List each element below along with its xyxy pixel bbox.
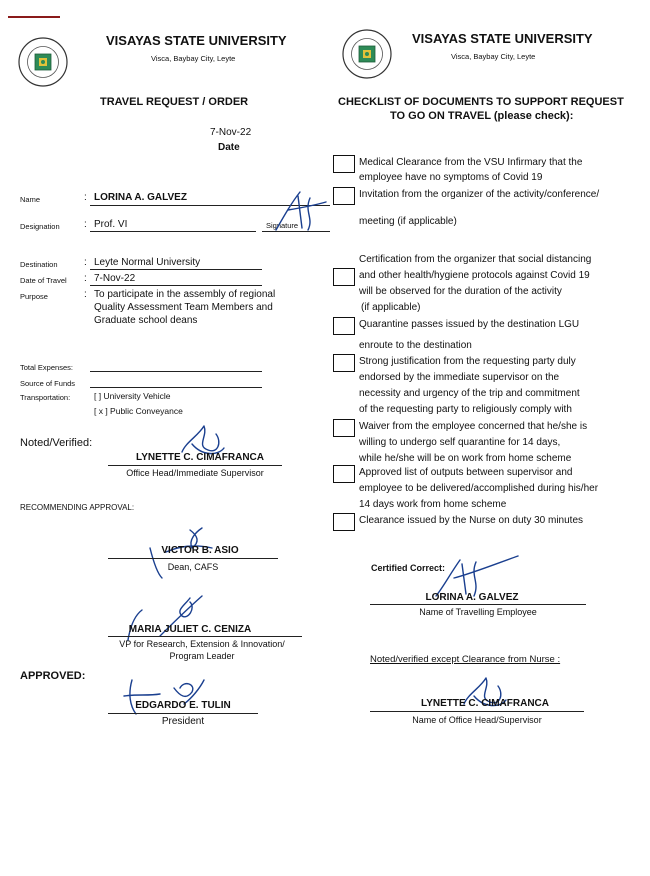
noted-verified-label: Noted/Verified: <box>20 437 93 449</box>
checklist-item-7-line-2: employee to be delivered/accomplished during his/her <box>359 483 599 494</box>
noted-name: LYNETTE C. CIMAFRANCA <box>136 452 264 463</box>
designation-underline <box>90 231 256 232</box>
dean-name: VICTOR B. ASIO <box>161 545 239 556</box>
transportation-label: Transportation: <box>20 393 71 402</box>
name-colon: : <box>84 192 87 203</box>
signature-label: Signature <box>266 221 299 230</box>
employee-signature-mark <box>270 188 330 236</box>
certified-name: LORINA A. GALVEZ <box>425 592 519 603</box>
approved-label: APPROVED: <box>20 670 86 682</box>
checkbox-invitation[interactable] <box>333 187 355 205</box>
checklist-item-8-line-1: Clearance issued by the Nurse on duty 30 minutes <box>359 515 584 526</box>
checklist-item-5-line-3: necessity and urgency of the trip and commitment <box>359 388 580 399</box>
vp-title-line-2: Program Leader <box>169 651 235 661</box>
name-value: LORINA A. GALVEZ <box>94 192 187 203</box>
university-address-right: Visca, Baybay City, Leyte <box>451 52 536 61</box>
checklist-item-5-line-4: of the requesting party to religiously comply with <box>359 404 572 415</box>
noted-title: Office Head/Immediate Supervisor <box>126 468 264 478</box>
scan-mark <box>8 16 60 18</box>
source-of-funds-label: Source of Funds <box>20 379 76 388</box>
university-name-left: VISAYAS STATE UNIVERSITY <box>106 33 287 48</box>
checklist-item-6-line-1: Waiver from the employee concerned that he/she is <box>359 421 588 432</box>
form-title: TRAVEL REQUEST / ORDER <box>100 96 249 108</box>
purpose-line-1: To participate in the assembly of regional <box>94 289 276 300</box>
dean-underline <box>108 558 278 559</box>
checklist-item-5-line-2: endorsed by the immediate supervisor on the <box>359 372 560 383</box>
designation-value: Prof. VI <box>94 219 128 230</box>
checklist-item-7-line-3: 14 days work from home scheme <box>359 499 507 510</box>
president-title: President <box>161 716 205 727</box>
checkbox-strong-justification[interactable] <box>333 354 355 372</box>
transport-option-public-conveyance: [ x ] Public Conveyance <box>94 406 183 416</box>
recommending-approval-label: RECOMMENDING APPROVAL: <box>20 503 135 512</box>
checkbox-certification[interactable] <box>333 268 355 286</box>
vp-title-line-1: VP for Research, Extension & Innovation/ <box>119 639 285 649</box>
purpose-line-3: Graduate school deans <box>94 315 198 326</box>
checklist-title-line-2: TO GO ON TRAVEL (please check): <box>390 110 574 122</box>
president-signature-mark <box>118 674 208 718</box>
noted-underline <box>108 465 282 466</box>
certified-correct-label: Certified Correct: <box>371 563 446 573</box>
checklist-item-1-line-2: employee have no symptoms of Covid 19 <box>359 172 543 183</box>
checklist-item-5-line-1: Strong justification from the requesting party duly <box>359 356 576 367</box>
purpose-colon: : <box>84 289 87 300</box>
checklist-item-2-line-1: Invitation from the organizer of the activity/conference/ <box>359 189 600 200</box>
vp-name: MARIA JULIET C. CENIZA <box>128 624 252 635</box>
designation-colon: : <box>84 219 87 230</box>
checklist-item-2-line-2: meeting (if applicable) <box>359 216 457 227</box>
head-name: LYNETTE C. CIMAFRANCA <box>421 698 549 709</box>
dean-title: Dean, CAFS <box>167 562 219 572</box>
certified-title: Name of Travelling Employee <box>419 607 537 617</box>
checkbox-waiver[interactable] <box>333 419 355 437</box>
purpose-line-2: Quality Assessment Team Members and <box>94 302 273 313</box>
total-expenses-underline <box>90 371 262 372</box>
certified-underline <box>370 604 586 605</box>
university-seal-left <box>18 37 68 87</box>
checkbox-approved-outputs[interactable] <box>333 465 355 483</box>
noted-except-label: Noted/verified except Clearance from Nurse : <box>370 654 561 665</box>
checkbox-medical-clearance[interactable] <box>333 155 355 173</box>
checklist-item-3-line-2: will be observed for the duration of the activity <box>359 286 562 297</box>
checklist-item-4-line-2: enroute to the destination <box>359 340 472 351</box>
president-underline <box>108 713 258 714</box>
date-of-travel-value: 7-Nov-22 <box>94 273 136 284</box>
checklist-item-7-line-1: Approved list of outputs between supervisor and <box>359 467 573 478</box>
name-label: Name <box>20 195 41 204</box>
checklist-item-4-line-1: Quarantine passes issued by the destination LGU <box>359 319 580 330</box>
checkbox-nurse-clearance[interactable] <box>333 513 355 531</box>
date-label: Date <box>218 142 240 153</box>
destination-colon: : <box>84 257 87 268</box>
checklist-item-3-line-1: and other health/hygiene protocols against Covid 19 <box>359 270 590 281</box>
president-name: EDGARDO E. TULIN <box>135 700 231 711</box>
designation-label: Designation <box>20 222 60 231</box>
vp-underline <box>108 636 302 637</box>
destination-value: Leyte Normal University <box>94 257 201 268</box>
total-expenses-label: Total Expenses: <box>20 363 73 372</box>
source-of-funds-underline <box>90 387 262 388</box>
checklist-item-3-line-3: (if applicable) <box>361 302 421 313</box>
checklist-item-6-line-2: willing to undergo self quarantine for 14 days, <box>359 437 561 448</box>
date-of-travel-label: Date of Travel <box>20 276 67 285</box>
head-title: Name of Office Head/Supervisor <box>412 715 542 725</box>
date-of-travel-colon: : <box>84 273 87 284</box>
checklist-item-3-pre: Certification from the organizer that social distancing <box>359 254 592 265</box>
university-seal-right <box>342 29 392 79</box>
date-of-travel-underline <box>90 285 262 286</box>
destination-underline <box>90 269 262 270</box>
destination-label: Destination <box>20 260 58 269</box>
university-name-right: VISAYAS STATE UNIVERSITY <box>412 31 593 46</box>
transport-option-university-vehicle: [ ] University Vehicle <box>94 391 171 401</box>
checklist-item-6-line-3: while he/she will be on work from home scheme <box>359 453 572 464</box>
checkbox-quarantine-passes[interactable] <box>333 317 355 335</box>
date-value: 7-Nov-22 <box>210 127 252 138</box>
checklist-title-line-1: CHECKLIST OF DOCUMENTS TO SUPPORT REQUEST <box>338 96 624 108</box>
purpose-label: Purpose <box>20 292 48 301</box>
head-underline <box>370 711 584 712</box>
checklist-item-1-line-1: Medical Clearance from the VSU Infirmary that the <box>359 157 583 168</box>
university-address-left: Visca, Baybay City, Leyte <box>151 54 236 63</box>
